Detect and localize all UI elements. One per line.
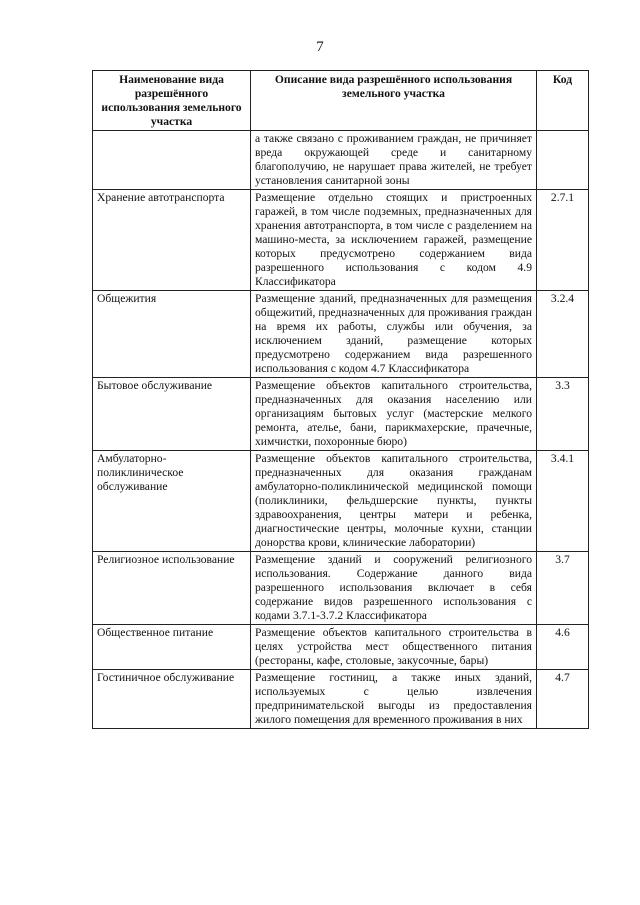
row-code: 3.2.4: [537, 291, 589, 378]
table-header-row: [93, 71, 589, 131]
row-description: Размещение гостиниц, а также иных зданий, используемых с целью извлечения предпринимательской выгоды из предоставления жилого помещения для временного проживания в них: [251, 670, 537, 729]
row-name: Религиозное использование: [93, 552, 251, 625]
table-row: [93, 190, 589, 291]
table-row: [93, 291, 589, 378]
row-name: Бытовое обслуживание: [93, 378, 251, 451]
page-number: 7: [316, 39, 324, 55]
row-name: Гостиничное обслуживание: [93, 670, 251, 729]
header-code: Код: [537, 71, 589, 131]
table-row: [93, 552, 589, 625]
row-description: Размещение объектов капитального строительства в целях устройства мест общественного питания (рестораны, кафе, столовые, закусочные, бары): [251, 625, 537, 670]
row-description: Размещение зданий и сооружений религиозного использования. Содержание данного вида разрешенного использования включает в себя содержание видов разрешенного использования с кодами 3.7.1-3.7.2 Классификатора: [251, 552, 537, 625]
row-code: 4.7: [537, 670, 589, 729]
row-description: Размещение зданий, предназначенных для размещения общежитий, предназначенных для проживания граждан на время их работы, службы или обучения, за исключением зданий, размещение которых предусмотрено содержанием вида разрешенного использования с кодом 4.7 Классификатора: [251, 291, 537, 378]
row-code: 3.7: [537, 552, 589, 625]
table-row: [93, 625, 589, 670]
table-row: [93, 670, 589, 729]
table-row: [93, 131, 589, 190]
row-name: [93, 131, 251, 190]
land-use-table: [92, 70, 589, 729]
row-name: Хранение автотранспорта: [93, 190, 251, 291]
row-code: 2.7.1: [537, 190, 589, 291]
row-code: 4.6: [537, 625, 589, 670]
row-description: а также связано с проживанием граждан, не причиняет вреда окружающей среде и санитарному благополучию, не нарушает права жителей, не требует установления санитарной зоны: [251, 131, 537, 190]
table-row: [93, 451, 589, 552]
row-description: Размещение объектов капитального строительства, предназначенных для оказания гражданам амбулаторно-поликлинической медицинской помощи (поликлиники, фельдшерские пункты, пункты здравоохранения, центры матери и ребенка, диагностические центры, молочные кухни, станции донорства крови, клинические лаборатории): [251, 451, 537, 552]
table-row: [93, 378, 589, 451]
header-name: Наименование вида разрешённого использования земельного участка: [93, 71, 251, 131]
row-description: Размещение объектов капитального строительства, предназначенных для оказания населению или организациям бытовых услуг (мастерские мелкого ремонта, ателье, бани, парикмахерские, прачечные, химчистки, похоронные бюро): [251, 378, 537, 451]
row-description: Размещение отдельно стоящих и пристроенных гаражей, в том числе подземных, предназначенных для хранения автотранспорта, в том числе с разделением на машино-места, за исключением гаражей, размещение которых предусмотрено содержанием вида разрешенного использования с кодом 4.9 Классификатора: [251, 190, 537, 291]
row-code: 3.3: [537, 378, 589, 451]
row-code: 3.4.1: [537, 451, 589, 552]
header-description: Описание вида разрешённого использования земельного участка: [251, 71, 537, 131]
row-name: Амбулаторно-поликлиническое обслуживание: [93, 451, 251, 552]
row-code: [537, 131, 589, 190]
row-name: Общественное питание: [93, 625, 251, 670]
row-name: Общежития: [93, 291, 251, 378]
